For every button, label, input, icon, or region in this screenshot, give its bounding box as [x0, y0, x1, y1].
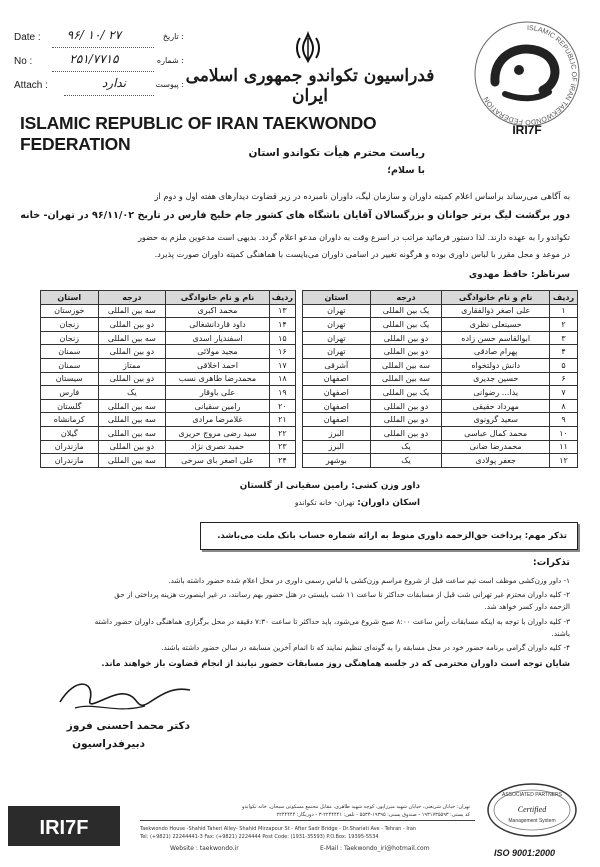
number-value: ۲۵۱/۷۷۱۵	[69, 52, 119, 66]
grade-cell: دو بین المللی	[370, 426, 442, 440]
name-cell: پهرام صادقی	[442, 345, 550, 359]
table-header-row	[41, 291, 296, 305]
table-row	[303, 440, 578, 454]
name-cell: محمد کمال عباسی	[442, 426, 550, 440]
federation-title-en: ISLAMIC REPUBLIC OF IRAN TAEKWONDO FEDERATION	[20, 113, 377, 154]
number-underline	[52, 71, 154, 72]
row-number-cell: ۱	[550, 304, 578, 318]
name-cell: محمد اکبری	[166, 304, 270, 318]
row-number-cell: ۲۰	[269, 399, 295, 413]
province-cell: گیلان	[41, 426, 99, 440]
name-cell: غلامرضا مرادی	[166, 413, 270, 427]
footer-website: Website : taekwondo.ir	[170, 845, 239, 852]
name-cell: مهرداد حقیقی	[442, 399, 550, 413]
table-row	[303, 304, 578, 318]
row-number-cell: ۲۴	[269, 454, 295, 468]
row-number-cell: ۱۹	[269, 386, 295, 400]
name-cell: محمدرضا ضانی	[442, 440, 550, 454]
grade-cell: یک بین المللی	[370, 318, 442, 332]
federation-title-fa: فدراسیون تکواندو جمهوری اسلامی ایران	[185, 66, 435, 106]
table-row	[41, 358, 296, 372]
table-row	[41, 440, 296, 454]
grade-cell: دو بین المللی	[98, 318, 166, 332]
province-cell: زنجان	[41, 318, 99, 332]
note-4: ۴- کلیه داوران گرامی برنامه حضور خود در محل مسابقه را به گونه‌ای تنظیم نمایند که تا اتمام آخرین مسابقه در سالن حضور داشته باشند.	[161, 643, 570, 652]
table-row	[41, 318, 296, 332]
row-number-cell: ۴	[550, 345, 578, 359]
province-cell: آشرقی	[303, 358, 371, 372]
footer-phone-fa: کد پستی: ۱۹۳۱۷۳۵۵۹۳ - صندوق پستی: ۱۹۳۹۵-۵۵۳۴ - تلفن: ۲۲۴۴۴۴۱-۳ - دورنگار: ۲۲۴۴۴۴۴	[276, 812, 470, 818]
table-row	[303, 413, 578, 427]
head-referee: سرناظر: حافظ مهدوی	[468, 270, 570, 280]
row-number-cell: ۸	[550, 399, 578, 413]
footer-address-en: Taekwondo House -Shahid Taheri Alley- Shahid Mirzapour St - After Sadr Bridge - Dr.Shariati Ave - Tehran - Iran	[140, 826, 417, 832]
note-3-cont: باشند.	[551, 629, 570, 638]
important-note-box	[200, 522, 578, 550]
province-cell: البرز	[303, 426, 371, 440]
name-cell: دانش دولتخواه	[442, 358, 550, 372]
grade-cell: سه بین المللی	[98, 399, 166, 413]
number-label: No :	[14, 56, 33, 67]
row-number-cell: ۱۸	[269, 372, 295, 386]
weigh-in-referee: داور وزن کشی: رامین سقیانی از گلستان	[239, 481, 420, 491]
accommodation-line	[295, 498, 420, 508]
body-line-2: دور برگشت لیگ برتر جوانان و بزرگسالان آقایان باشگاه های کشور جام خلیج فارس در تاریخ ۹۶/۱۱/۰۲ در تهران- خانه	[20, 210, 570, 221]
recipient-line: ریاست محترم هیأت تکواندو استان	[248, 147, 425, 159]
row-number-cell: ۲	[550, 318, 578, 332]
date-value: ۹۶/ ۱۰/ ۲۷	[66, 28, 122, 42]
footer-address-fa: تهران: خیابان شریعتی، خیابان شهید میرزاپور، کوچه شهید طاهری، مقابل مجتمع مسکونی سبحان، خانه تکواندو	[242, 804, 470, 810]
table-row	[303, 399, 578, 413]
table-row	[303, 386, 578, 400]
iso-partners-text: ASSOCIATED PARTNERS	[501, 792, 563, 798]
accommodation-label: اسکان داوران:	[357, 498, 420, 508]
row-number-cell: ۱۶	[269, 345, 295, 359]
province-cell: البرز	[303, 440, 371, 454]
grade-cell: ممتاز	[98, 358, 166, 372]
important-note-text: تذکر مهم: پرداخت حق‌الزحمه داوری منوط به ارائه شماره حساب بانک ملت می‌باشد.	[217, 531, 567, 541]
table-header-cell: نام و نام خانوادگی	[442, 291, 550, 305]
footer-logo	[8, 806, 120, 846]
name-cell: علی اصغر ذوالفقاری	[442, 304, 550, 318]
province-cell: خوزستان	[41, 304, 99, 318]
province-cell: تهران	[303, 331, 371, 345]
province-cell: سیستان	[41, 372, 99, 386]
table-row	[41, 372, 296, 386]
table-row	[41, 386, 296, 400]
attach-value: ندارد	[101, 76, 127, 90]
province-cell: کرمانشاه	[41, 413, 99, 427]
grade-cell: یک بین المللی	[370, 304, 442, 318]
grade-cell: یک	[370, 440, 442, 454]
grade-cell: دو بین المللی	[98, 440, 166, 454]
body-line-1: به آگاهی می‌رساند براساس اعلام کمیته داوران و سازمان لیگ، داوران نامبرده در زیر قضاوت دیدارهای هفته اول و دوم از	[154, 191, 570, 201]
table-header-cell: نام و نام خانوادگی	[166, 291, 270, 305]
table-header-cell: استان	[41, 291, 99, 305]
iso-system-text: Management System	[508, 818, 556, 824]
federation-logo	[465, 12, 590, 140]
name-cell: داود قاردانشغالی	[166, 318, 270, 332]
note-2: ۲- کلیه داوران محترم غیر تهرانی شب قبل از مسابقات حداکثر تا ساعت ۱۱ شب بایستی در هتل حضور بهم رسانند، در غیر اینصورت هزینه پرداختی از حق	[114, 590, 570, 599]
table-row	[41, 331, 296, 345]
referee-table-left	[40, 290, 296, 468]
province-cell: اصفهان	[303, 386, 371, 400]
grade-cell: سه بین المللی	[98, 413, 166, 427]
grade-cell: سه بین المللی	[98, 304, 166, 318]
accommodation-value: تهران- خانه تکواندو	[294, 498, 355, 507]
number-row	[14, 54, 184, 72]
grade-cell: دو بین المللی	[370, 331, 442, 345]
iso-certification-badge	[484, 780, 580, 840]
row-number-cell: ۵	[550, 358, 578, 372]
province-cell: سمنان	[41, 345, 99, 359]
signatory-name: دکتر محمد احسنی فروز	[66, 720, 190, 732]
name-cell: جعفر پولادی	[442, 454, 550, 468]
row-number-cell: ۹	[550, 413, 578, 427]
notes-title: تذکرات:	[532, 557, 570, 568]
province-cell: گلستان	[41, 399, 99, 413]
table-row	[41, 413, 296, 427]
province-cell: فارس	[41, 386, 99, 400]
date-label-fa: تاریخ :	[162, 32, 184, 41]
row-number-cell: ۲۳	[269, 440, 295, 454]
note-1: ۱- داور وزن‌کشی موظف است تیم ساعت قبل از شروع مراسم وزن‌کشی با لباس رسمی داوری در محل اعلام شده حضور داشته باشد.	[168, 576, 570, 585]
grade-cell: سه بین المللی	[98, 454, 166, 468]
province-cell: اصفهان	[303, 413, 371, 427]
name-cell: علی باوقار	[166, 386, 270, 400]
name-cell: سید رضی مروج حریری	[166, 426, 270, 440]
table-row	[303, 358, 578, 372]
table-header-cell: استان	[303, 291, 371, 305]
row-number-cell: ۶	[550, 372, 578, 386]
date-underline	[52, 47, 154, 48]
table-row	[41, 454, 296, 468]
date-row	[14, 30, 184, 48]
note-final: شایان توجه است داوران محترمی که در جلسه هماهنگی روز مسابقات حضور نیابند از انجام قضاوت باز خواهند ماند.	[101, 658, 570, 668]
footer-phone-en: Tel: (+9821) 22244441-3 Fax: (+9821) 2224444 Post Code: (1931-35593) P.O.Box: 19395-5534	[140, 834, 379, 840]
grade-cell: سه بین المللی	[370, 358, 442, 372]
name-cell: علی اصغر بای سرخی	[166, 454, 270, 468]
table-row	[303, 454, 578, 468]
table-header-cell: ردیف	[550, 291, 578, 305]
attach-underline	[64, 95, 154, 96]
grade-cell: دو بین المللی	[370, 399, 442, 413]
name-cell: حمید نصری نژاد	[166, 440, 270, 454]
table-row	[41, 426, 296, 440]
grade-cell: سه بین المللی	[98, 331, 166, 345]
grade-cell: سه بین المللی	[370, 372, 442, 386]
table-row	[303, 372, 578, 386]
table-row	[303, 331, 578, 345]
row-number-cell: ۱۰	[550, 426, 578, 440]
row-number-cell: ۳	[550, 331, 578, 345]
signature-scribble	[55, 672, 195, 722]
footer-divider	[140, 820, 475, 821]
table-row	[303, 318, 578, 332]
signatory-title: دبیرفدراسیون	[72, 738, 145, 750]
table-header-cell: درجه	[370, 291, 442, 305]
attach-label: Attach :	[14, 80, 48, 91]
name-cell: ابوالقاسم حسن زاده	[442, 331, 550, 345]
province-cell: اصفهان	[303, 399, 371, 413]
name-cell: اسفندیار اسدی	[166, 331, 270, 345]
row-number-cell: ۱۱	[550, 440, 578, 454]
province-cell: تهران	[303, 318, 371, 332]
province-cell: اصفهان	[303, 372, 371, 386]
row-number-cell: ۱۳	[269, 304, 295, 318]
grade-cell: یک	[98, 386, 166, 400]
row-number-cell: ۱۵	[269, 331, 295, 345]
attach-label-fa: پیوست :	[155, 80, 184, 89]
name-cell: محمدرضا طاهری نسب	[166, 372, 270, 386]
province-cell: زنجان	[41, 331, 99, 345]
iran-emblem-icon	[290, 30, 326, 66]
name-cell: حسینعلی نظری	[442, 318, 550, 332]
grade-cell: سه بین المللی	[98, 426, 166, 440]
table-row	[41, 304, 296, 318]
footer-logo-text: IRI7F	[39, 817, 89, 839]
province-cell: تهران	[303, 304, 371, 318]
province-cell: تهران	[303, 345, 371, 359]
name-cell: سعید گرونوی	[442, 413, 550, 427]
referee-table-right	[302, 290, 578, 468]
table-header-row	[303, 291, 578, 305]
note-3: ۳- کلیه داوران با توجه به اینکه مسابقات رأس ساعت ۸:۰۰ صبح شروع می‌شود، باید حداکثر تا ساعت ۷:۳۰ دقیقه در محل برگزاری هماهنگی داوران حضور داشته	[94, 617, 570, 626]
number-label-fa: شماره :	[156, 56, 184, 65]
row-number-cell: ۱۲	[550, 454, 578, 468]
grade-cell: دو بین المللی	[370, 345, 442, 359]
logo-ring-text: ISLAMIC REPUBLIC OF IRAN TAEKWONDO FEDERATION	[482, 24, 577, 126]
grade-cell: دو بین المللی	[370, 413, 442, 427]
name-cell: مجید مولائی	[166, 345, 270, 359]
body-line-4: در موعد و محل مقرر با لباس داوری بوده و هرگونه تغییر در اسامی داوران می‌بایست با هماهنگی کمیته داوران صورت پذیرد.	[154, 249, 570, 259]
greeting-line: با سلام؛	[387, 165, 425, 176]
row-number-cell: ۲۲	[269, 426, 295, 440]
province-cell: بوشهر	[303, 454, 371, 468]
grade-cell: یک بین المللی	[370, 386, 442, 400]
table-row	[41, 345, 296, 359]
grade-cell: دو بین المللی	[98, 345, 166, 359]
name-cell: یدا... رضوانی	[442, 386, 550, 400]
table-header-cell: ردیف	[269, 291, 295, 305]
row-number-cell: ۱۴	[269, 318, 295, 332]
province-cell: سمنان	[41, 358, 99, 372]
date-label: Date :	[14, 32, 41, 43]
logo-mark-text: IRI7F	[512, 123, 542, 137]
row-number-cell: ۷	[550, 386, 578, 400]
row-number-cell: ۱۷	[269, 358, 295, 372]
province-cell: مازندران	[41, 440, 99, 454]
table-row	[303, 426, 578, 440]
province-cell: مازندران	[41, 454, 99, 468]
grade-cell: یک	[370, 454, 442, 468]
iso-label: ISO 9001:2000	[494, 848, 556, 858]
table-header-cell: درجه	[98, 291, 166, 305]
iso-certified-text: Certified	[517, 805, 547, 814]
table-row	[41, 399, 296, 413]
name-cell: احمد اخلاقی	[166, 358, 270, 372]
name-cell: حسین جدیری	[442, 372, 550, 386]
table-row	[303, 345, 578, 359]
grade-cell: دو بین المللی	[98, 372, 166, 386]
row-number-cell: ۲۱	[269, 413, 295, 427]
attach-row	[14, 78, 184, 96]
body-line-3: تکواندو را به عهده دارند. لذا دستور فرمائید مراتب در اسرع وقت به داوران مدعو اعلام گردد. بدیهی است مدعوین ملزم به حضور	[137, 232, 570, 242]
note-2-cont: الزحمه داور کسر خواهد شد.	[484, 602, 570, 611]
name-cell: رامین سقیانی	[166, 399, 270, 413]
footer-email: E-Mail : Taekwondo_iri@hotmail.com	[320, 845, 430, 852]
